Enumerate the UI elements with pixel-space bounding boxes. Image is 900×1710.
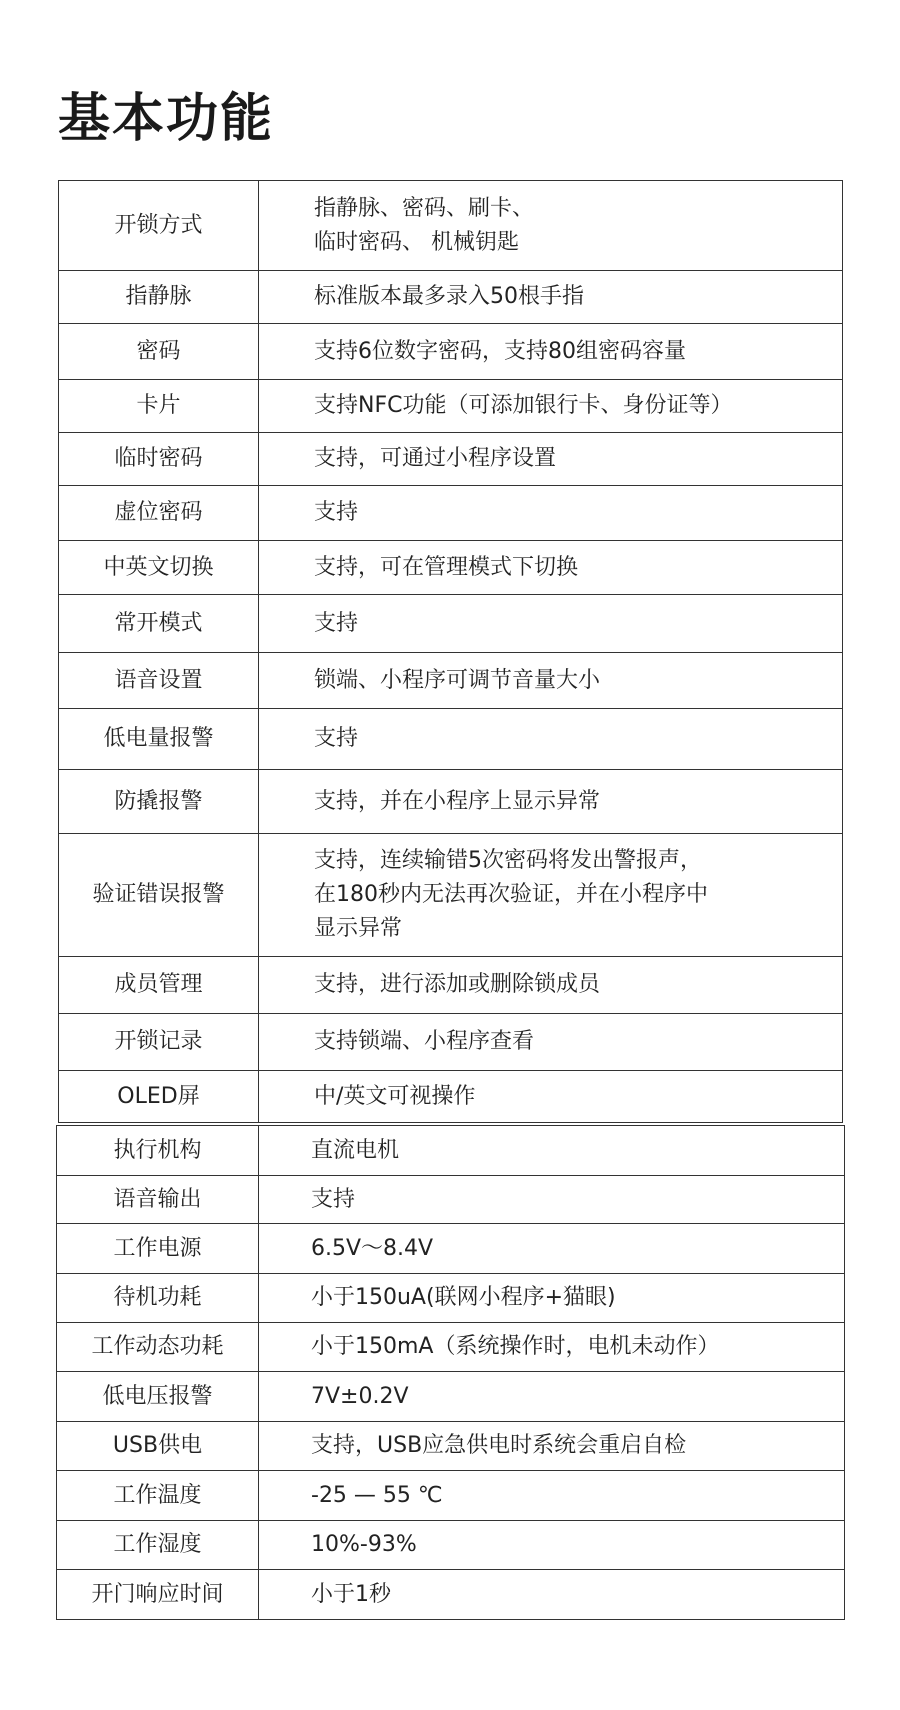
table-row bbox=[57, 1521, 845, 1570]
table-row bbox=[59, 271, 843, 324]
row-label: 工作电源 bbox=[57, 1224, 259, 1274]
spec-table bbox=[56, 1125, 845, 1620]
value-line: 显示异常 bbox=[314, 916, 403, 941]
row-label: 低电压报警 bbox=[57, 1372, 259, 1422]
value-line: 锁端、小程序可调节音量大小 bbox=[314, 667, 601, 693]
row-value: 小于150uA(联网小程序+猫眼) bbox=[259, 1274, 845, 1323]
page-title: 基本功能 bbox=[58, 89, 275, 149]
table-row bbox=[59, 1071, 843, 1123]
row-label: 工作湿度 bbox=[57, 1521, 259, 1570]
row-value bbox=[259, 653, 843, 709]
row-value bbox=[259, 1014, 843, 1071]
value-line: 支持锁端、小程序查看 bbox=[314, 1029, 535, 1054]
table-row bbox=[57, 1570, 845, 1620]
value-line: 指静脉、密码、刷卡、 bbox=[314, 195, 535, 221]
value-line: 临时密码、 机械钥匙 bbox=[314, 229, 519, 255]
row-value: 支持，USB应急供电时系统会重启自检 bbox=[259, 1422, 845, 1471]
value-line: 支持，可在管理模式下切换 bbox=[314, 554, 579, 580]
table-row bbox=[59, 181, 843, 271]
row-value: 7V±0.2V bbox=[259, 1372, 845, 1422]
table-row bbox=[59, 957, 843, 1014]
table-row bbox=[57, 1176, 845, 1224]
row-label: 卡片 bbox=[59, 380, 259, 433]
value-line: 支持6位数字密码，支持80组密码容量 bbox=[314, 338, 686, 364]
table-row bbox=[59, 834, 843, 957]
row-value: 小于1秒 bbox=[259, 1570, 845, 1620]
table-row bbox=[59, 595, 843, 653]
row-label: USB供电 bbox=[57, 1422, 259, 1471]
table-row bbox=[57, 1422, 845, 1471]
row-value bbox=[259, 486, 843, 541]
table-row bbox=[59, 486, 843, 541]
row-label: 虚位密码 bbox=[59, 486, 259, 541]
table-row bbox=[59, 324, 843, 380]
row-label: 低电量报警 bbox=[59, 709, 259, 770]
row-label: 开锁记录 bbox=[59, 1014, 259, 1071]
table-row bbox=[59, 380, 843, 433]
value-line: 支持NFC功能（可添加银行卡、身份证等） bbox=[314, 393, 733, 418]
table-row bbox=[59, 1014, 843, 1071]
row-label: 待机功耗 bbox=[57, 1274, 259, 1323]
table-row bbox=[57, 1471, 845, 1521]
value-line: 支持，并在小程序上显示异常 bbox=[314, 788, 601, 814]
row-value bbox=[259, 957, 843, 1014]
row-label: 工作动态功耗 bbox=[57, 1323, 259, 1372]
feature-table bbox=[58, 180, 843, 1123]
row-label: 成员管理 bbox=[59, 957, 259, 1014]
value-line: 支持，连续输错5次密码将发出警报声， bbox=[314, 848, 702, 873]
table-row bbox=[59, 770, 843, 834]
row-value: -25 — 55 ℃ bbox=[259, 1471, 845, 1521]
table-row bbox=[57, 1126, 845, 1176]
value-line: 支持 bbox=[314, 500, 359, 525]
row-value bbox=[259, 271, 843, 324]
value-line: 支持 bbox=[314, 726, 359, 751]
row-value bbox=[259, 770, 843, 834]
table-row bbox=[59, 433, 843, 486]
row-label: 语音设置 bbox=[59, 653, 259, 709]
row-label: 防撬报警 bbox=[59, 770, 259, 834]
value-line: 中/英文可视操作 bbox=[314, 1083, 476, 1109]
value-line: 支持，进行添加或删除锁成员 bbox=[314, 972, 601, 997]
row-label: OLED屏 bbox=[59, 1071, 259, 1123]
row-label: 指静脉 bbox=[59, 271, 259, 324]
value-line: 在180秒内无法再次验证，并在小程序中 bbox=[314, 882, 708, 907]
row-value: 小于150mA（系统操作时，电机未动作） bbox=[259, 1323, 845, 1372]
row-label: 工作温度 bbox=[57, 1471, 259, 1521]
row-value bbox=[259, 324, 843, 380]
row-value bbox=[259, 380, 843, 433]
row-value bbox=[259, 834, 843, 957]
row-label: 开门响应时间 bbox=[57, 1570, 259, 1620]
row-value bbox=[259, 433, 843, 486]
row-value: 6.5V～8.4V bbox=[259, 1224, 845, 1274]
table-row bbox=[57, 1323, 845, 1372]
table-row bbox=[57, 1372, 845, 1422]
table-row bbox=[59, 709, 843, 770]
row-value bbox=[259, 541, 843, 595]
row-label: 语音输出 bbox=[57, 1176, 259, 1224]
row-value bbox=[259, 181, 843, 271]
row-label: 中英文切换 bbox=[59, 541, 259, 595]
row-value: 支持 bbox=[259, 1176, 845, 1224]
value-line: 标准版本最多录入50根手指 bbox=[314, 284, 584, 309]
value-line: 支持，可通过小程序设置 bbox=[314, 446, 557, 471]
row-value: 10%-93% bbox=[259, 1521, 845, 1570]
row-value bbox=[259, 595, 843, 653]
row-label: 开锁方式 bbox=[59, 181, 259, 271]
table-row bbox=[57, 1274, 845, 1323]
value-line: 支持 bbox=[314, 610, 359, 636]
row-label: 验证错误报警 bbox=[59, 834, 259, 957]
row-value bbox=[259, 709, 843, 770]
row-value bbox=[259, 1071, 843, 1123]
row-label: 密码 bbox=[59, 324, 259, 380]
table-row bbox=[59, 653, 843, 709]
table-row bbox=[57, 1224, 845, 1274]
table-row bbox=[59, 541, 843, 595]
row-value: 直流电机 bbox=[259, 1126, 845, 1176]
row-label: 临时密码 bbox=[59, 433, 259, 486]
row-label: 常开模式 bbox=[59, 595, 259, 653]
row-label: 执行机构 bbox=[57, 1126, 259, 1176]
